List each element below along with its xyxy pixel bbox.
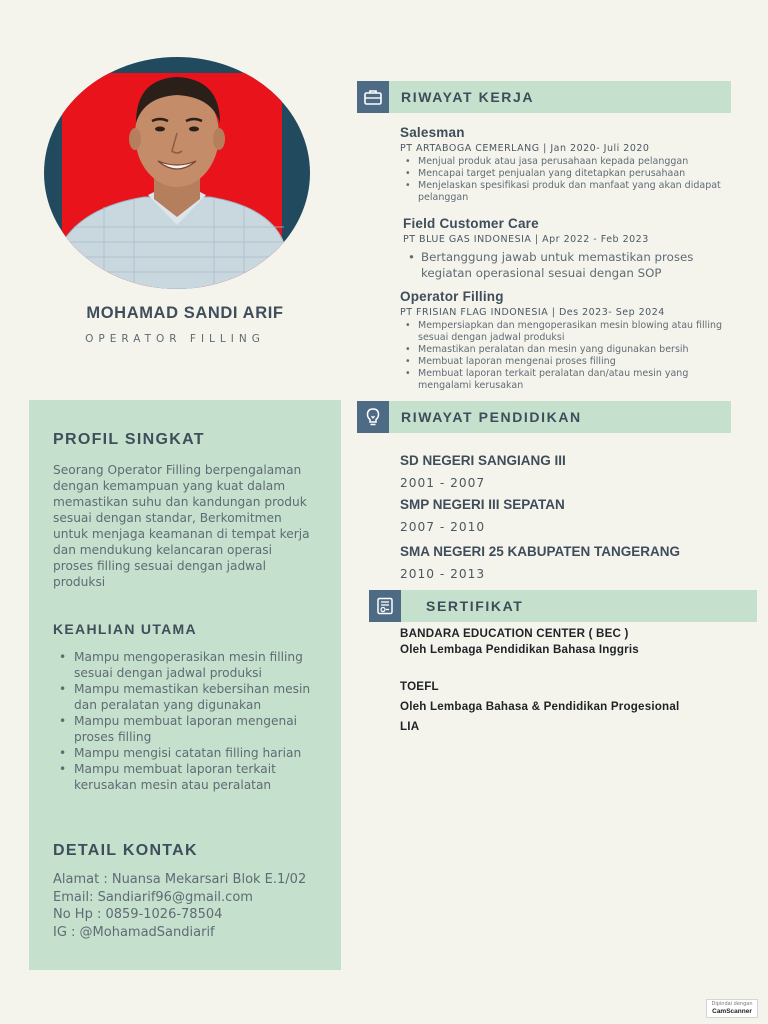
certificate-line: LIA [400, 720, 420, 733]
job-duties [400, 320, 730, 392]
watermark-line1: Dipindai dengan [711, 1001, 753, 1007]
contact-email: Email: Sandiarif96@gmail.com [53, 889, 253, 905]
job-title: Salesman [400, 125, 465, 140]
certificate-line: Oleh Lembaga Pendidikan Bahasa Inggris [400, 643, 639, 656]
job-duty: • Mempersiapkan dan mengoperasikan mesin blowing atau filling sesuai dengan jadwal produksi [400, 320, 730, 344]
certificate-line: BANDARA EDUCATION CENTER ( BEC ) [400, 627, 629, 640]
profil-text: Seorang Operator Filling berpengalaman dengan kemampuan yang kuat dalam memastikan suhu dan kandungan produk sesuai dengan standar, Berkomitmen untuk menjaga keamanan di tempat kerja dan mendukung kelancaran operasi proses filling sesuai dengan jadwal produksi [53, 463, 310, 589]
certificate-icon [369, 590, 401, 622]
job-company: PT ARTABOGA CEMERLANG | Jan 2020- Juli 2020 [400, 143, 650, 154]
profil-heading: PROFIL SINGKAT [53, 431, 205, 448]
job-duty: • Menjual produk atau jasa perusahaan kepada pelanggan [400, 156, 730, 168]
job-duty: • Memastikan peralatan dan mesin yang digunakan bersih [400, 344, 730, 356]
job-company: PT BLUE GAS INDONESIA | Apr 2022 - Feb 2023 [403, 234, 649, 245]
contact-instagram: IG : @MohamadSandiarif [53, 924, 215, 940]
skill-item: • Mampu mengisi catatan filling harian [53, 745, 313, 761]
certificate-line: Oleh Lembaga Bahasa & Pendidikan Progesional [400, 700, 680, 713]
certificate-section-bar [369, 590, 757, 622]
lightbulb-icon [357, 401, 389, 433]
work-section-bar [357, 81, 731, 113]
education-section-bar [357, 401, 731, 433]
job-role: OPERATOR FILLING [85, 333, 265, 345]
job-duty: • Membuat laporan terkait peralatan dan/atau mesin yang mengalami kerusakan [400, 368, 730, 392]
school-name: SMP NEGERI III SEPATAN [400, 497, 565, 512]
work-heading: RIWAYAT KERJA [401, 89, 535, 105]
skills-list [53, 649, 313, 793]
job-duties [403, 249, 733, 281]
school-years: 2010 - 2013 [400, 567, 486, 581]
skills-heading: KEAHLIAN UTAMA [53, 621, 197, 637]
skill-item: • Mampu membuat laporan mengenai proses filling [53, 713, 313, 745]
profile-photo [44, 57, 310, 289]
job-title: Field Customer Care [403, 216, 539, 231]
school-years: 2007 - 2010 [400, 520, 486, 534]
briefcase-icon [357, 81, 389, 113]
school-name: SD NEGERI SANGIANG III [400, 453, 566, 468]
job-duties [400, 156, 730, 204]
job-duty: • Bertanggung jawab untuk memastikan proses kegiatan operasional sesuai dengan SOP [403, 249, 733, 281]
job-company: PT FRISIAN FLAG INDONESIA | Des 2023- Sep 2024 [400, 307, 665, 318]
camscanner-watermark [706, 999, 758, 1018]
job-duty: • Menjelaskan spesifikasi produk dan manfaat yang akan didapat pelanggan [400, 180, 730, 204]
job-entry [400, 125, 730, 204]
full-name: MOHAMAD SANDI ARIF [86, 304, 284, 322]
school-years: 2001 - 2007 [400, 476, 486, 490]
contact-phone: No Hp : 0859-1026-78504 [53, 907, 223, 922]
contact-heading: DETAIL KONTAK [53, 842, 198, 859]
school-name: SMA NEGERI 25 KABUPATEN TANGERANG [400, 544, 681, 559]
certificate-line: TOEFL [400, 680, 439, 693]
job-entry [403, 216, 733, 281]
skill-item: • Mampu membuat laporan terkait kerusakan mesin atau peralatan [53, 761, 313, 793]
job-entry [400, 289, 730, 392]
contact-address: Alamat : Nuansa Mekarsari Blok E.1/02 [53, 872, 307, 887]
job-duty: • Mencapai target penjualan yang ditetapkan perusahaan [400, 168, 730, 180]
watermark-line2: CamScanner [712, 1008, 752, 1015]
job-duty: • Membuat laporan mengenai proses filling [400, 356, 730, 368]
certificate-heading: SERTIFIKAT [426, 598, 524, 614]
skill-item: • Mampu mengoperasikan mesin filling sesuai dengan jadwal produksi [53, 649, 313, 681]
education-heading: RIWAYAT PENDIDIKAN [401, 409, 582, 425]
left-panel [29, 400, 341, 970]
contact-details [53, 871, 306, 941]
skill-item: • Mampu memastikan kebersihan mesin dan peralatan yang digunakan [53, 681, 313, 713]
job-title: Operator Filling [400, 289, 504, 304]
person-photo [44, 57, 310, 289]
